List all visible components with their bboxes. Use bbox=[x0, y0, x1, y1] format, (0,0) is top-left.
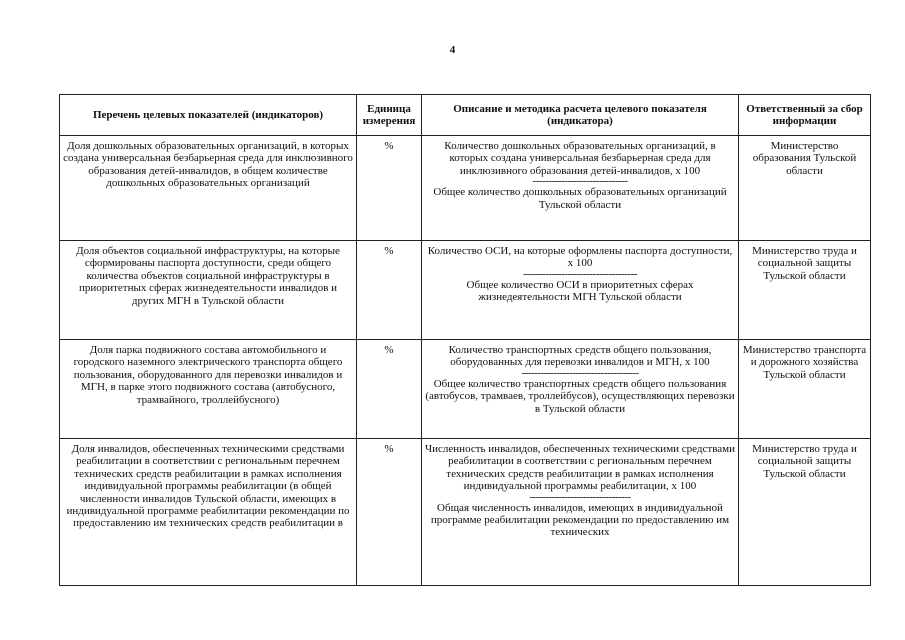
denominator-text: Общая численность инвалидов, имеющих в индивидуальной программе реабилитации рекомендации по предоставлению им технических bbox=[430, 501, 730, 539]
numerator-text: Количество дошкольных образовательных организаций, в которых создана универсальная безбарьерная среда для инклюзивного образования детей-инвалидов, х 100 bbox=[444, 140, 716, 177]
fraction-separator: ------------------------------------ bbox=[523, 267, 637, 280]
indicator-cell: Доля дошкольных образовательных организаций, в которых создана универсальная безбарьерная среда для инклюзивного образования детей-инвалидов, в общем количестве дошкольных образовательных организаций bbox=[60, 136, 357, 241]
responsible-cell: Министерство транспорта и дорожного хозяйства Тульской области bbox=[739, 340, 871, 439]
denominator-text: Общее количество ОСИ в приоритетных сферах жизнедеятельности МГН Тульской области bbox=[466, 278, 694, 304]
page-number: 4 bbox=[449, 44, 456, 56]
header-indicators: Перечень целевых показателей (индикаторов) bbox=[60, 95, 357, 136]
responsible-cell: Министерство труда и социальной защиты Тульской области bbox=[739, 439, 871, 586]
unit-cell: % bbox=[357, 136, 422, 241]
responsible-cell: Министерство образования Тульской области bbox=[739, 136, 871, 241]
numerator-text: Численность инвалидов, обеспеченных техническими средствами реабилитации в соответствии с региональным перечнем технических средств реабилитации в рамках исполнения индивидуальной программы реабилитации, х 100 bbox=[425, 443, 735, 493]
description-cell bbox=[422, 439, 739, 586]
table-row bbox=[60, 136, 871, 241]
unit-cell: % bbox=[357, 439, 422, 586]
unit-cell: % bbox=[357, 241, 422, 340]
unit-cell: % bbox=[357, 340, 422, 439]
denominator-text: Общее количество транспортных средств общего пользования (автобусов, трамваев, троллейбусов), осуществляющих перевозки в Тульской области bbox=[425, 377, 735, 415]
indicator-text: Доля инвалидов, обеспеченных техническими средствами реабилитации в соответствии с региональным перечнем технических средств реабилитации в рамках исполнения индивидуальной программы реабилитации (в общей численности инвалидов Тульской области, имеющих в индивидуальной программе реабилитации рекомендации по предоставлению им технических средств реабилитации в bbox=[66, 443, 350, 530]
indicator-cell: Доля объектов социальной инфраструктуры, на которые сформированы паспорта доступности, среди общего количества объектов социальной инфраструктуры в приоритетных сферах жизнедеятельности инвалидов и других МГН в Тульской области bbox=[60, 241, 357, 340]
fraction-separator: -------------------------------- bbox=[529, 490, 631, 503]
indicator-cell bbox=[60, 439, 357, 586]
responsible-cell: Министерство труда и социальной защиты Тульской области bbox=[739, 241, 871, 340]
table-row bbox=[60, 439, 871, 586]
table-row bbox=[60, 241, 871, 340]
description-cell bbox=[422, 136, 739, 241]
indicator-cell: Доля парка подвижного состава автомобильного и городского наземного электрического транспорта общего пользования, оборудованного для перевозки инвалидов и МГН, в парке этого подвижного состава (автобусного, трамвайного, троллейбусного) bbox=[60, 340, 357, 439]
header-unit: Единица измерения bbox=[357, 95, 422, 136]
description-cell bbox=[422, 340, 739, 439]
header-description: Описание и методика расчета целевого показателя (индикатора) bbox=[422, 95, 739, 136]
description-cell bbox=[422, 241, 739, 340]
table-row bbox=[60, 340, 871, 439]
denominator-text: Общее количество дошкольных образовательных организаций Тульской области bbox=[433, 186, 727, 211]
numerator-text: Количество ОСИ, на которые оформлены паспорта доступности, х 100 bbox=[427, 245, 733, 270]
numerator-text: Количество транспортных средств общего пользования, оборудованных для перевозки инвалидов и МГН, х 100 bbox=[448, 344, 712, 369]
fraction-separator: ------------------------------------- bbox=[521, 366, 639, 379]
table-header-row bbox=[60, 95, 871, 136]
header-responsible: Ответственный за сбор информации bbox=[739, 95, 871, 136]
fraction-separator: ------------------------------ bbox=[532, 175, 628, 188]
indicators-table bbox=[59, 94, 871, 586]
description-clip bbox=[425, 443, 735, 539]
